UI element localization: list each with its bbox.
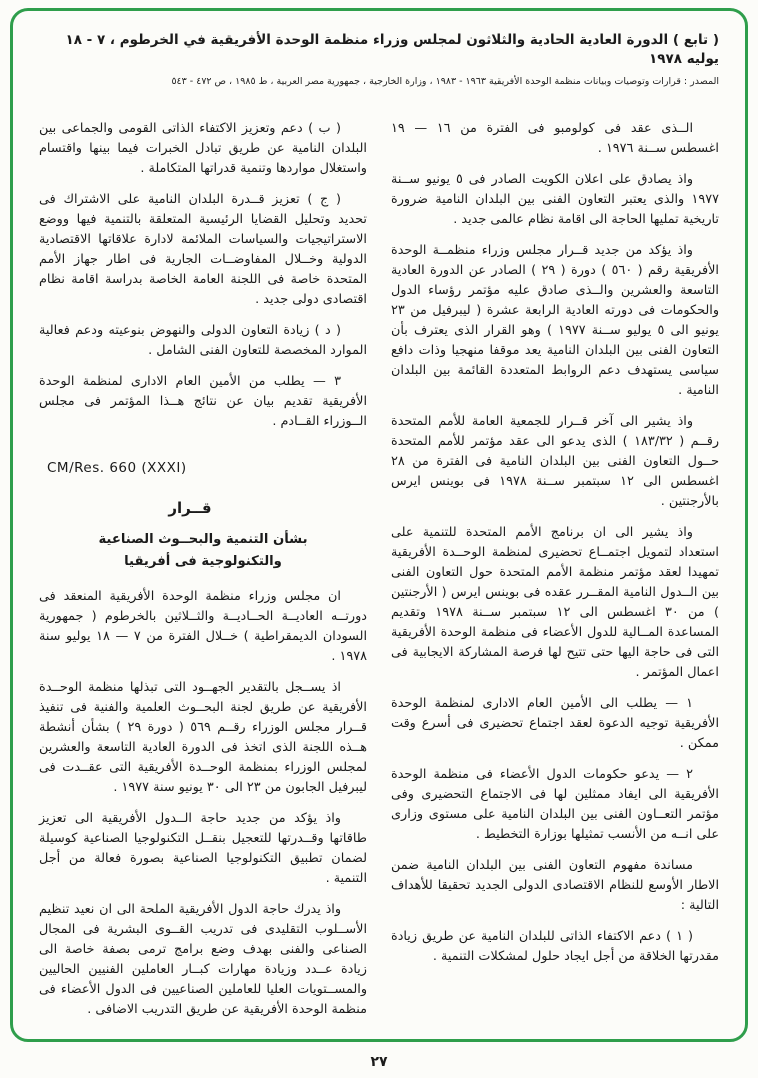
paragraph-item-j: ( ج ) تعزيز قــدرة البلدان النامية على الاشتراك فى تحديد وتحليل القضايا الرئيسية المتعلقة بالتنمية فيها ووضع الاستراتيجيات والسياسات الملائمة لادارة علاقاتها الاقتصادية الدولية وخــلال المفاوضــات الجارية فى اطار جهاز الأمم المتحدة خاصة فى اللجنة العامة الخاصة بدراسة اقامة نظام اقتصادى دولى جديد .	[39, 192, 367, 307]
column-left	[39, 119, 367, 1031]
paragraph-council-intro: ان مجلس وزراء منظمة الوحدة الأفريقية المنعقد فى دورتــه العاديــة الحــاديــة والثــلاثين بالخرطوم ( جمهورية السودان الديمقراطية ) خــلال الفترة من ٧ — ١٨ يوليو سنة ١٩٧٨ .	[39, 589, 367, 664]
paragraph-item-d: ( د ) زيادة التعاون الدولى والنهوض بنوعيته ودعم فعالية الموارد المخصصة للتعاون الفنى الشامل .	[39, 323, 367, 358]
document-header	[39, 31, 719, 87]
resolution-subtitle-line2: والتكنولوجية فى أفريقيا	[124, 554, 282, 569]
green-border-frame	[10, 8, 748, 1042]
paragraph-numbered-2: ٢ — يدعو حكومات الدول الأعضاء فى منظمة الوحدة الأفريقية الى ايفاد ممثلين لها فى الاجتماع التحضيرى وفى مؤتمر التعــاون الفنى بين البلدان النامية على مستوى وزارى على انــه من الأنسب تمثيلها بوزارة التخطيط .	[391, 767, 719, 842]
paragraph: واذ يشير الى آخر قــرار للجمعية العامة للأمم المتحدة رقــم ( ١٨٣/٣٢ ) الذى يدعو الى عقد مؤتمر للأمم المتحدة حــول التعاون الفنى بين البلدان النامية فى الفترة من ٢٨ اغسطس الى ١٢ سبتمبر ســنة ١٩٧٨ فى بوينس ايرس بالأرجنتين .	[391, 414, 719, 509]
paragraph-aware: واذ يدرك حاجة الدول الأفريقية الملحة الى ان نعيد تنظيم الأســلوب التقليدى فى تدريب القــوى البشرية فى المجال الصناعى والفنى بهدف وضع برامج ترمى بصفة خاصة الى زيادة عــدد وزيادة مهارات كبــار العاملين الفنيين الحاليين والمســتويات العليا للعاملين الصناعيين فى الدول الأعضاء فى منظمة الوحدة الأفريقية عن طريق التدريب الاضافى .	[39, 902, 367, 1017]
resolution-number: CM/Res. 660 (XXXI)	[47, 460, 187, 476]
paragraph: واذ يؤكد من جديد قــرار مجلس وزراء منظمــة الوحدة الأفريقية رقم ( ٥٦٠ ) دورة ( ٢٩ ) الصادر عن الدورة العادية التاسعة والعشرين والــذى صادق عليه مؤتمر رؤساء الدول والحكومات فى دورته العادية الرابعة عشرة ( ليبرفيل من ٢٣ يونيو الى ٥ يوليو ســنة ١٩٧٧ ) وهو القرار الذى يعترف بأن التعاون الفنى بين البلدان النامية يعد موقفا منهجيا وذات دافع سياسى يستهدف دعم الروابط المتعددة القائمة بين البلدان النامية .	[391, 243, 719, 398]
paragraph-item-1: ( ١ ) دعم الاكتفاء الذاتى للبلدان النامية عن طريق زيادة مقدرتها الخلاقة من أجل ايجاد حلول لمشكلات التنمية .	[391, 929, 719, 964]
document-title: ( تابع ) الدورة العادية الحادية والثلاثون لمجلس وزراء منظمة الوحدة الأفريقية في الخرطوم ، ٧ - ١٨ يوليه ١٩٧٨	[65, 32, 719, 67]
paragraph: الــذى عقد فى كولومبو فى الفترة من ١٦ — ١٩ اغسطس ســنة ١٩٧٦ .	[391, 121, 719, 156]
page-number: ٢٧	[370, 1054, 388, 1070]
resolution-subtitle-line1: بشأن التنمية والبحــوث الصناعية	[98, 532, 308, 547]
paragraph-records: اذ يســجل بالتقدير الجهــود التى تبذلها منظمة الوحــدة الأفريقية عن طريق لجنة البحــوث العلمية والفنية فى تنفيذ قــرار مجلس الوزراء رقــم ٥٦٩ ( دورة ٢٩ ) بشأن أنشطة هــذه اللجنة الذى اتخذ فى الدورة العادية التاسعة والعشرين لمجلس الوزراء بمنظمة الوحــدة الأفريقية التى عقــدت فى ليبرفيل الجابون من ٢٣ الى ٣٠ يونيو سنة ١٩٧٧ .	[39, 680, 367, 795]
paragraph: واذ يشير الى ان برنامج الأمم المتحدة للتنمية على استعداد لتمويل اجتمــاع تحضيرى لمنظمة الوحــدة الأفريقية تمهيدا لعقد مؤتمر منظمة الأمم المتحدة حول التعاون الفنى بين الــدول النامية المقــرر عقده فى بوينس ايرس ( الأرجنتين ) من ٣٠ اغسطس الى ١٢ سبتمبر ســنة ١٩٧٨ وتقديم المساعدة المــالية للدول الأعضاء فى منظمة الوحدة الأفريقية التى فى حاجة اليها حتى تتيح لها فرصة المشاركة الايجابية فى اعمال المؤتمر .	[391, 525, 719, 680]
resolution-heading: قــرار	[168, 499, 212, 517]
resolution-subtitle	[39, 529, 367, 573]
paragraph-reaffirms: واذ يؤكد من جديد حاجة الــدول الأفريقية الى تعزيز طاقاتها وقــدرتها للتعجيل بنقــل التكنولوجيا الصناعية كوسيلة لضمان تطبيق التكنولوجيا الصناعية بصورة فعالة من أجل التنمية .	[39, 811, 367, 886]
column-right	[391, 119, 719, 978]
document-source-line: المصدر : قرارات وتوصيات وبيانات منظمة الوحدة الأفريقية ١٩٦٣ - ١٩٨٣ ، وزارة الخارجية ، جمهورية مصر العربية ، ط ١٩٨٥ ، ص ٤٧٢ - ٥٤٣	[171, 76, 719, 87]
paragraph-numbered-3: ٣ — يطلب من الأمين العام الادارى لمنظمة الوحدة الأفريقية تقديم بيان عن نتائج هــذا المؤتمر فى مجلس الــوزراء القــادم .	[39, 374, 367, 429]
two-column-body	[39, 119, 719, 1031]
paragraph: واذ يصادق على اعلان الكويت الصادر فى ٥ يونيو ســنة ١٩٧٧ والذى يعتبر التعاون الفنى بين البلدان النامية ضرورة تاريخية تمليها الحاجة الى اقامة نظام عالمى جديد .	[391, 172, 719, 227]
paragraph-numbered-1: ١ — يطلب الى الأمين العام الادارى لمنظمة الوحدة الأفريقية توجيه الدعوة لعقد اجتماع تحضيرى فى أسرع وقت ممكن .	[391, 696, 719, 751]
paragraph: مساندة مفهوم التعاون الفنى بين البلدان النامية ضمن الاطار الأوسع للنظام الاقتصادى الدولى الجديد تحقيقا للأهداف التالية :	[391, 858, 719, 913]
paragraph-item-b: ( ب ) دعم وتعزيز الاكتفاء الذاتى القومى والجماعى بين البلدان النامية عن طريق تبادل الخبرات فيما بينها واقتسام واستغلال مواردها وتنمية قدراتها المتكاملة .	[39, 121, 367, 176]
